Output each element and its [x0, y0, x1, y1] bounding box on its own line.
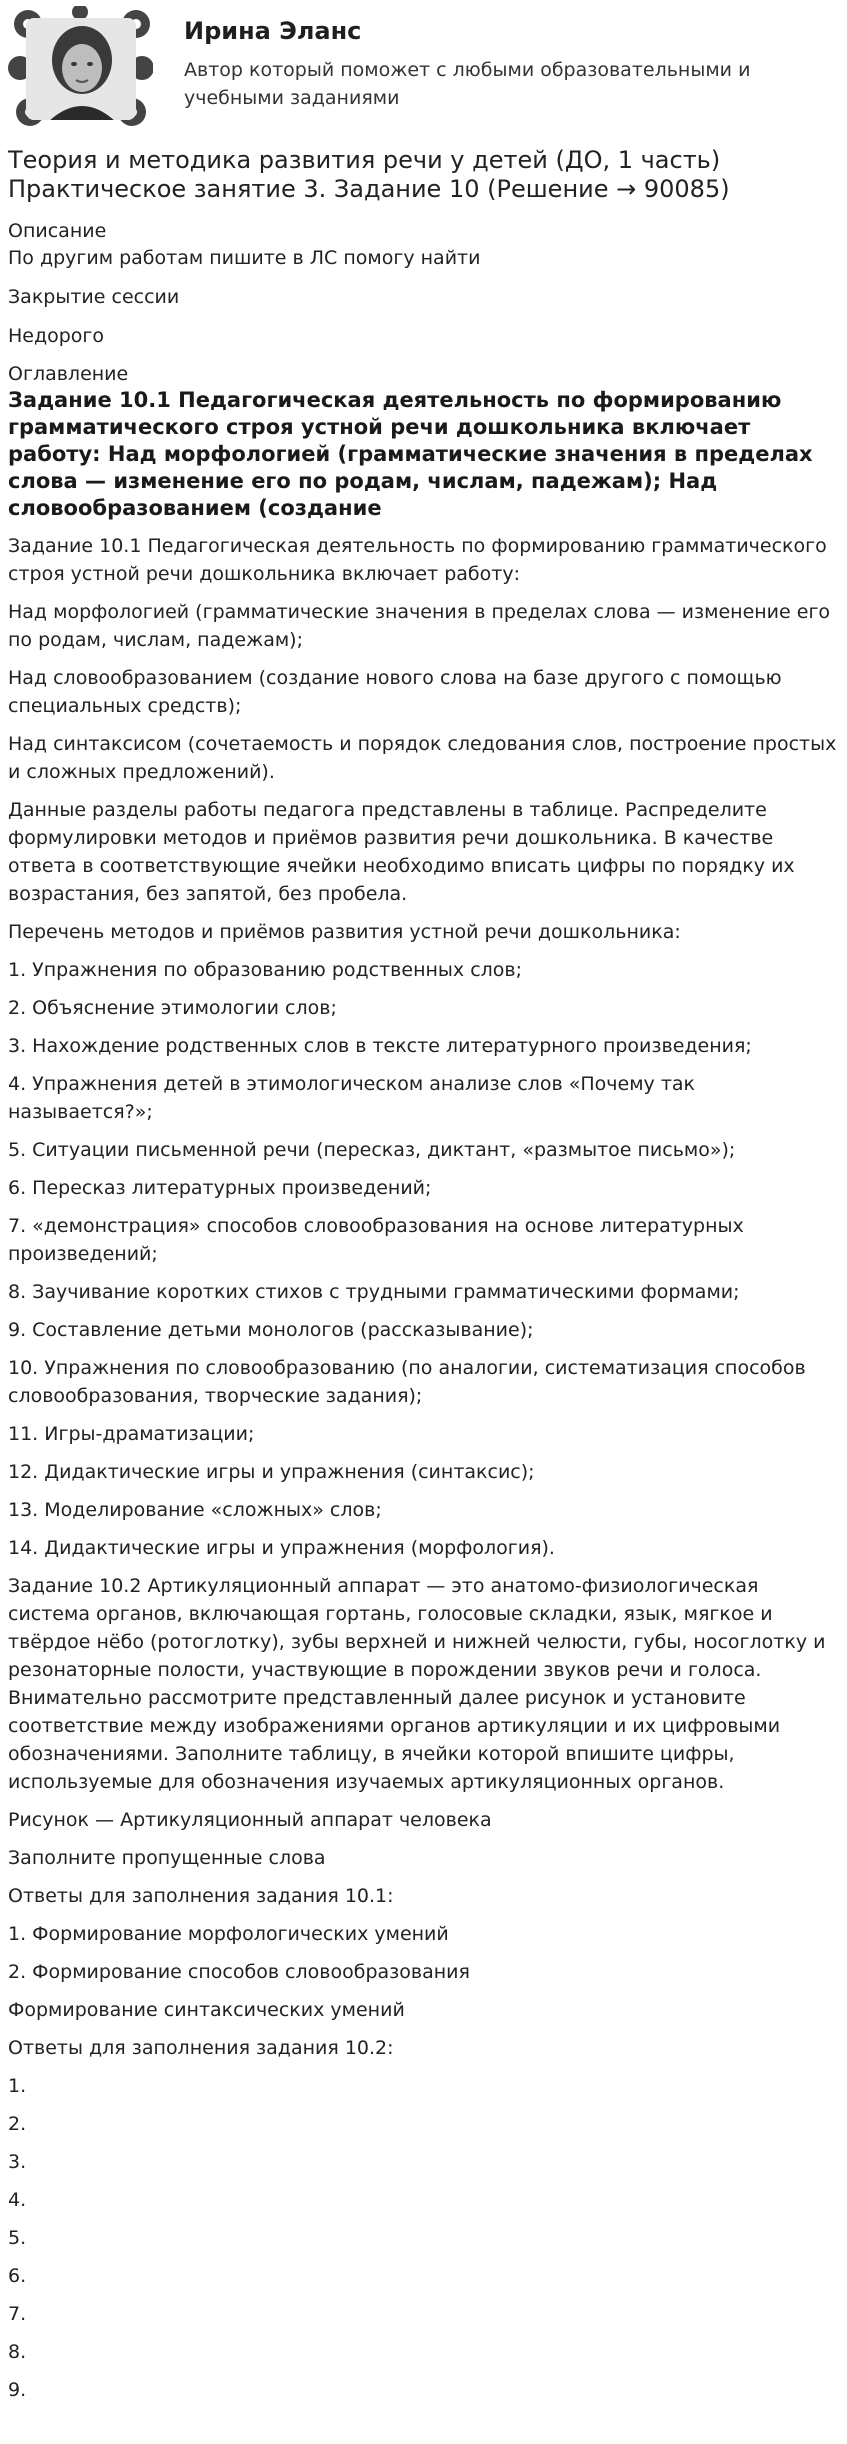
- list-item: 5. Ситуации письменной речи (пересказ, диктант, «размытое письмо»);: [8, 1139, 736, 1161]
- list-item: 7. «демонстрация» способов словообразования на основе литературных произведений;: [8, 1215, 744, 1265]
- body-paragraph: Над синтаксисом (сочетаемость и порядок следования слов, построение простых и сложных предложений).: [8, 733, 837, 783]
- answer-item: 4.: [8, 2189, 27, 2211]
- list-item: 3. Нахождение родственных слов в тексте литературного произведения;: [8, 1035, 752, 1057]
- author-header: [8, 6, 838, 126]
- toc-heading: Задание 10.1 Педагогическая деятельность по формированию грамматического строя устной речи дошкольника включает работу: Над морфологией (грамматические значения в пределах слова — изменение его по родам, числам, падежам); Над словообразованием (создание: [8, 388, 813, 520]
- work-content: [8, 146, 838, 2414]
- list-item: 9. Составление детьми монологов (рассказывание);: [8, 1319, 534, 1341]
- description-line2: Закрытие сессии: [8, 286, 180, 308]
- answer-item: 6.: [8, 2265, 27, 2287]
- toc-label: Оглавление: [8, 363, 129, 385]
- body-paragraph: Над морфологией (грамматические значения в пределах слова — изменение его по родам, числам, падежам);: [8, 601, 831, 651]
- list-item: 8. Заучивание коротких стихов с трудными грамматическими формами;: [8, 1281, 740, 1303]
- description-line3: Недорого: [8, 325, 105, 347]
- author-avatar[interactable]: [8, 6, 153, 128]
- body-paragraph: Формирование синтаксических умений: [8, 1999, 405, 2021]
- list-item: 6. Пересказ литературных произведений;: [8, 1177, 432, 1199]
- answer-item: 2. Формирование способов словообразования: [8, 1961, 470, 1983]
- list-item: 12. Дидактические игры и упражнения (синтаксис);: [8, 1461, 535, 1483]
- description-line1: По другим работам пишите в ЛС помогу найти: [8, 247, 481, 269]
- answer-item: 7.: [8, 2303, 27, 2325]
- list-item: 1. Упражнения по образованию родственных слов;: [8, 959, 523, 981]
- author-description: Автор который поможет с любыми образовательными и учебными заданиями: [184, 59, 751, 109]
- work-title: [8, 146, 838, 204]
- body-paragraph: Задание 10.2 Артикуляционный аппарат — это анатомо-физиологическая система органов, включающая гортань, голосовые складки, язык, мягкое и твёрдое нёбо (ротоглотку), зубы верхней и нижней челюсти, губы, носоглотку и резонаторные полости, участвующие в порождении звуков речи и голоса. Внимательно рассмотрите представленный далее рисунок и установите соответствие между изображениями органов артикуляции и их цифровыми обозначениями. Заполните таблицу, в ячейки которой впишите цифры, используемые для обозначения изучаемых артикуляционных органов.: [8, 1575, 826, 1793]
- answer-item: 1. Формирование морфологических умений: [8, 1923, 449, 1945]
- body-paragraph: Заполните пропущенные слова: [8, 1847, 326, 1869]
- answer-item: 1.: [8, 2075, 27, 2097]
- list-item: 13. Моделирование «сложных» слов;: [8, 1499, 382, 1521]
- answer-item: 5.: [8, 2227, 27, 2249]
- list-item: 2. Объяснение этимологии слов;: [8, 997, 337, 1019]
- body-paragraph: Данные разделы работы педагога представлены в таблице. Распределите формулировки методов и приёмов развития речи дошкольника. В качестве ответа в соответствующие ячейки необходимо вписать цифры по порядку их возрастания, без запятой, без пробела.: [8, 799, 795, 905]
- list-item: 4. Упражнения детей в этимологическом анализе слов «Почему так называется?»;: [8, 1073, 696, 1123]
- work-title-line1: Теория и методика развития речи у детей (ДО, 1 часть): [8, 146, 721, 174]
- description-label: Описание: [8, 220, 107, 242]
- list-item: 10. Упражнения по словообразованию (по аналогии, систематизация способов словообразования, творческие задания);: [8, 1357, 806, 1407]
- methods-list: [8, 956, 838, 1562]
- figure-caption: Рисунок — Артикуляционный аппарат человека: [8, 1809, 492, 1831]
- answer-item: 3.: [8, 2151, 27, 2173]
- work-title-line2: Практическое занятие 3. Задание 10 (Решение → 90085): [8, 175, 730, 203]
- answers-heading: Ответы для заполнения задания 10.2:: [8, 2037, 394, 2059]
- answer-item: 2.: [8, 2113, 27, 2135]
- list-item: 11. Игры-драматизации;: [8, 1423, 255, 1445]
- answers-heading: Ответы для заполнения задания 10.1:: [8, 1885, 394, 1907]
- body-paragraph: Над словообразованием (создание нового слова на базе другого с помощью специальных средств);: [8, 667, 782, 717]
- answer-item: 9.: [8, 2379, 27, 2401]
- body-paragraph: Перечень методов и приёмов развития устной речи дошкольника:: [8, 921, 681, 943]
- answers-list: [8, 2072, 838, 2404]
- list-item: 14. Дидактические игры и упражнения (морфология).: [8, 1537, 555, 1559]
- answer-item: 8.: [8, 2341, 27, 2363]
- body-paragraph: Задание 10.1 Педагогическая деятельность по формированию грамматического строя устной речи дошкольника включает работу:: [8, 535, 827, 585]
- author-name[interactable]: Ирина Эланс: [184, 17, 362, 45]
